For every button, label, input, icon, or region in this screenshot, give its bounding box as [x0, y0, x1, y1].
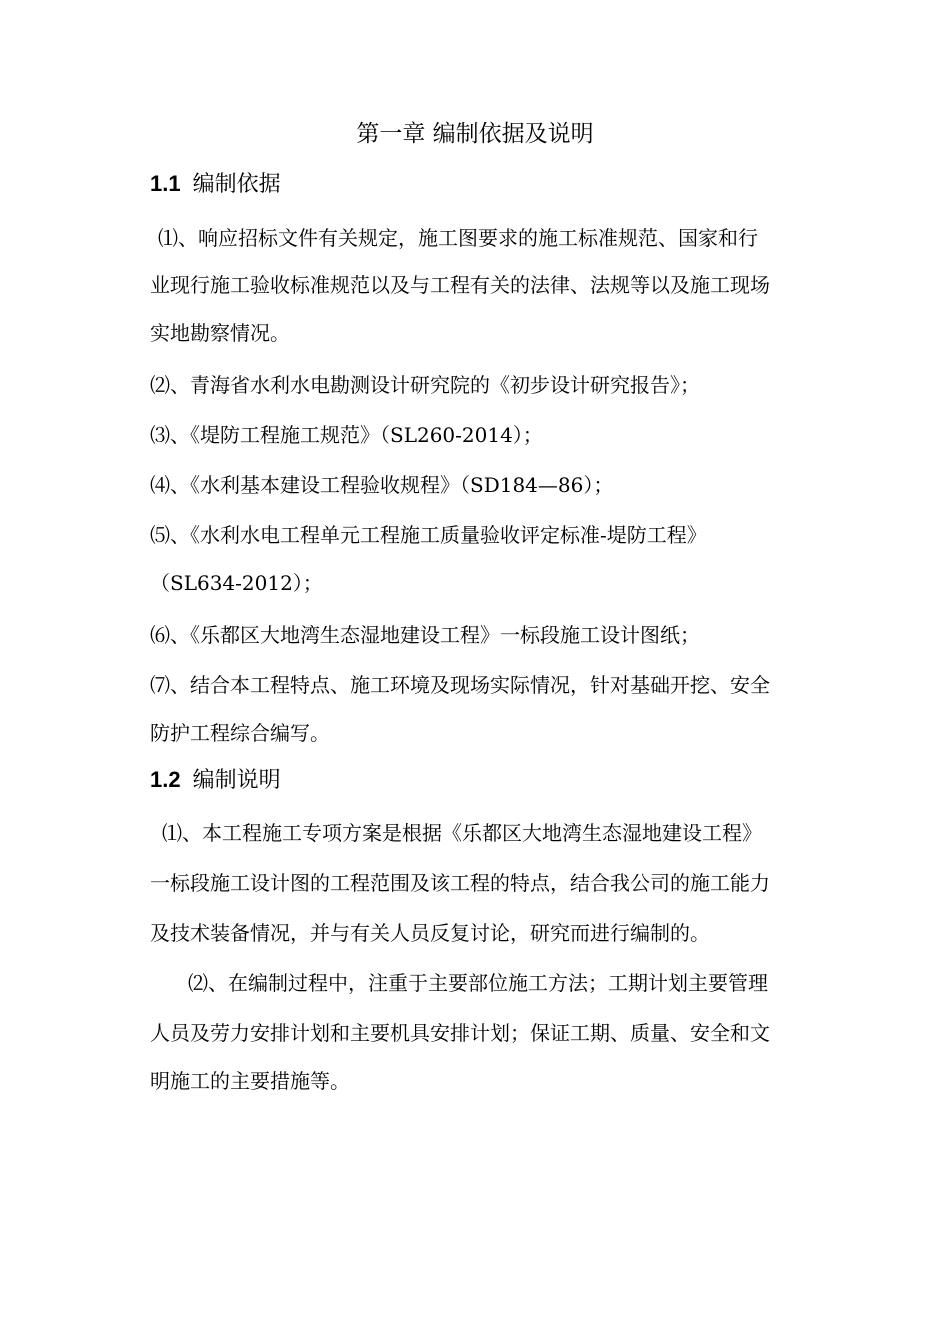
paragraph-line: ⑹、《乐都区大地湾生态湿地建设工程》一标段施工设计图纸；: [150, 623, 700, 647]
paragraph-line: ⑸、《水利水电工程单元工程施工质量验收评定标准-堤防工程》: [150, 523, 707, 547]
paragraph-line: ⑵、青海省水利水电勘测设计研究院的《初步设计研究报告》；: [150, 373, 700, 397]
paragraph-line: 一标段施工设计图的工程范围及该工程的特点，结合我公司的施工能力: [150, 871, 770, 895]
paragraph-line: ⑴、响应招标文件有关规定，施工图要求的施工标准规范、国家和行: [158, 226, 758, 250]
section-number: 1.2: [150, 767, 181, 792]
paragraph-line: ⑴、本工程施工专项方案是根据《乐都区大地湾生态湿地建设工程》: [162, 821, 762, 845]
section-title: 编制依据: [192, 172, 281, 197]
paragraph-line: ⑶、《堤防工程施工规范》（SL260-2014）；: [150, 423, 543, 447]
paragraph-line: ⑷、《水利基本建设工程验收规程》（SD184—86）；: [150, 473, 614, 497]
section-title: 编制说明: [192, 768, 281, 793]
section-heading-1-1: [150, 166, 281, 203]
paragraph-line: 人员及劳力安排计划和主要机具安排计划；保证工期、质量、安全和文: [150, 1021, 770, 1045]
paragraph-line: （SL634-2012）；: [150, 571, 323, 595]
paragraph-line: ⑺、结合本工程特点、施工环境及现场实际情况，针对基础开挖、安全: [150, 673, 770, 697]
section-heading-1-2: [150, 762, 281, 799]
paragraph-line: 明施工的主要措施等。: [150, 1069, 350, 1093]
paragraph-line: ⑵、在编制过程中，注重于主要部位施工方法；工期计划主要管理: [188, 971, 768, 995]
paragraph-line: 防护工程综合编写。: [150, 721, 330, 745]
paragraph-line: 及技术装备情况，并与有关人员反复讨论，研究而进行编制的。: [150, 921, 710, 945]
paragraph-line: 业现行施工验收标准规范以及与工程有关的法律、法规等以及施工现场: [150, 273, 770, 297]
section-number: 1.1: [150, 171, 181, 196]
chapter-title: 第一章 编制依据及说明: [356, 121, 594, 147]
paragraph-line: 实地勘察情况。: [150, 321, 290, 345]
